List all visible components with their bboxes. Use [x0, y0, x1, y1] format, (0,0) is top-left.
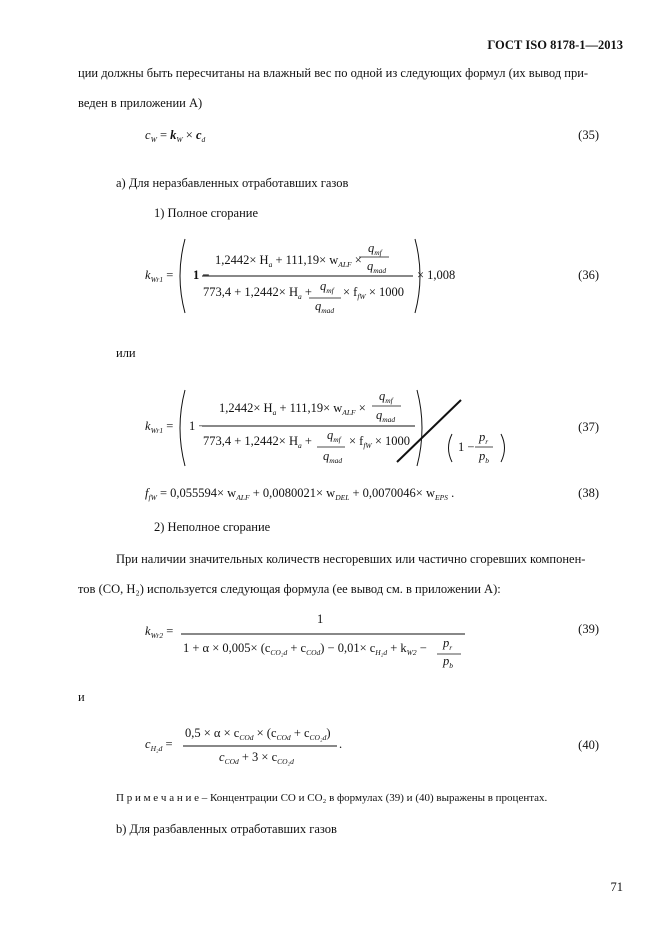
eq40-lhs: c: [145, 737, 151, 751]
eq40-lhs-sub: H₂d: [150, 744, 163, 753]
eq37-one: 1 −: [189, 419, 206, 433]
paragraph-line-1: При наличии значительных количеств несгоревших или частично сгоревших компонен-: [116, 552, 586, 566]
intro-line-2: веден в приложении А): [78, 96, 203, 110]
eq37-lhs-sub: Wr1: [150, 426, 164, 435]
eq39-pr: $p_r$: [443, 636, 453, 652]
equation-number-37: (37): [578, 420, 599, 434]
eq37-pr: $p_r$: [479, 430, 489, 446]
eq40-numerator: $0,5 \times \alpha \times c_{COd} \times (c_{COd} + c_{CO_2d})$: [185, 726, 331, 742]
equation-number-38: (38): [578, 486, 599, 500]
note-text: – Концентрации СО и СО₂ в формулах (39) и (40) выражены в процентах.: [199, 792, 548, 804]
document-header: ГОСТ ISO 8178-1—2013: [487, 38, 623, 52]
equation-39: $k_{Wr2}$ = 1 $1 + \alpha \times 0,005\times (c_{CO_2d} + c_{COd}) - 0,01\times c_{H_2d} + k_{W2}$ − $p_r$ $p_b$: [145, 612, 475, 672]
eq37-lhs: k: [145, 419, 151, 433]
section-b-heading: b) Для разбавленных отработавших газов: [116, 822, 337, 836]
eq37-denominator: $773,4 + 1,2442\times H_a$ +: [203, 434, 312, 450]
eq39-lhs-sub: Wr2: [150, 631, 164, 640]
paragraph-line-2: тов (СО, Н₂) используется следующая формула (ее вывод см. в приложении А):: [78, 582, 501, 596]
eq35-k: k: [170, 128, 177, 142]
eq36-lhs-sub: Wr1: [150, 275, 164, 284]
intro-line-1: ции должны быть пересчитаны на влажный вес по одной из следующих формул (их вывод при-: [78, 66, 589, 80]
section-a-heading: а) Для неразбавленных отработавших газов: [116, 176, 349, 190]
eq37-numerator: $1,2442\times H_a + 111,19\times w_{ALF}$ ×: [219, 401, 366, 417]
eq36-qmf: $q_{mf}$: [368, 241, 382, 257]
eq35-c: c: [195, 128, 202, 142]
subsection-1-heading: 1) Полное сгорание: [154, 206, 258, 220]
and-word: и: [78, 690, 85, 704]
eq36-denominator: $773,4 + 1,2442\times H_a$ +: [203, 285, 312, 301]
eq36-den-qmf: $q_{mf}$: [320, 279, 334, 295]
eq36-lhs: k: [145, 268, 151, 282]
eq36-den-qmad: $q_{mad}$: [315, 299, 335, 315]
eq35-lhs-sub: W: [150, 135, 157, 144]
eq37-den-tail: × $f_{fW} \times 1000$: [349, 434, 410, 450]
equation-35: $c_W = k_W \times c_d$: [145, 128, 206, 144]
note: [116, 792, 547, 804]
equation-number-36: (36): [578, 268, 599, 282]
eq35-lhs: c: [145, 128, 151, 142]
eq37-den-qmad: $q_{mad}$: [323, 449, 343, 465]
eq39-pb: $p_b$: [443, 654, 453, 670]
eq36-brackets: [145, 235, 445, 317]
eq37-pb: $p_b$: [479, 449, 489, 465]
equation-number-40: (40): [578, 738, 599, 752]
equation-number-35: (35): [578, 128, 599, 142]
eq39-lhs: k: [145, 624, 151, 638]
eq36-qmad: $q_{mad}$: [367, 259, 387, 275]
or-word: или: [116, 346, 136, 360]
eq39-denominator: $1 + \alpha \times 0,005\times (c_{CO_2d} + c_{COd}) - 0,01\times c_{H_2d} + k_{W2}$ −: [183, 641, 427, 657]
eq40-tail: .: [339, 737, 343, 751]
equation-40: $c_{H_2d}$ = $0,5 \times \alpha \times c_{COd} \times (c_{COd} + c_{CO_2d})$ $c_{COd} + 3 \times c_{CO_2d}$ .: [145, 726, 375, 770]
note-label: П р и м е ч а н и е: [116, 792, 199, 804]
equation-38: $f_{fW} = 0,055594\times w_{ALF} + 0,0080021\times w_{DEL} + 0,0070046\times w_{EPS}$ .: [145, 486, 455, 502]
eq37-one-minus: 1 −: [458, 440, 475, 454]
equation-37: $k_{Wr1}$ = 1 − $1,2442\times H_a + 111,19\times w_{ALF}$ × $q_{mf}$ $q_{mad}$ $773,4 + 1,2442\times H_a$ + $q_{mf}$ $q_{mad}$ × $f_{fW} \times 1000$ 1 − $p_r$ $p_b$: [145, 386, 515, 470]
subsection-2-heading: 2) Неполное сгорание: [154, 520, 271, 534]
eq39-numerator: 1: [317, 612, 324, 626]
eq35-k-sub: W: [176, 135, 183, 144]
eq37-den-qmf: $q_{mf}$: [327, 428, 341, 444]
eq36-den-tail: × $f_{fW} \times 1000$: [343, 285, 404, 301]
eq36-factor: × 1,008: [417, 268, 456, 282]
eq36-numerator: $1,2442\times H_a + 111,19\times w_{ALF}$ ×: [215, 253, 362, 269]
eq37-qmf: $q_{mf}$: [379, 389, 393, 405]
page-number: 71: [610, 880, 623, 894]
equation-36: $k_{Wr1}$ = 1 − $1,2442\times H_a + 111,19\times w_{ALF}$ × $q_{mf}$ $q_{mad}$ $773,4 + 1,2442\times H_a$ + $q_{mf}$ $q_{mad}$ × $f_{fW} \times 1000$ × 1,008: [145, 235, 445, 315]
eq40-denominator: $c_{COd} + 3 \times c_{CO_2d}$: [219, 750, 294, 766]
eq35-c-sub: d: [201, 135, 206, 144]
eq36-one: 1 −: [193, 268, 210, 282]
eq35-times: ×: [185, 128, 193, 142]
eq37-qmad: $q_{mad}$: [376, 408, 396, 424]
equation-number-39: (39): [578, 622, 599, 636]
